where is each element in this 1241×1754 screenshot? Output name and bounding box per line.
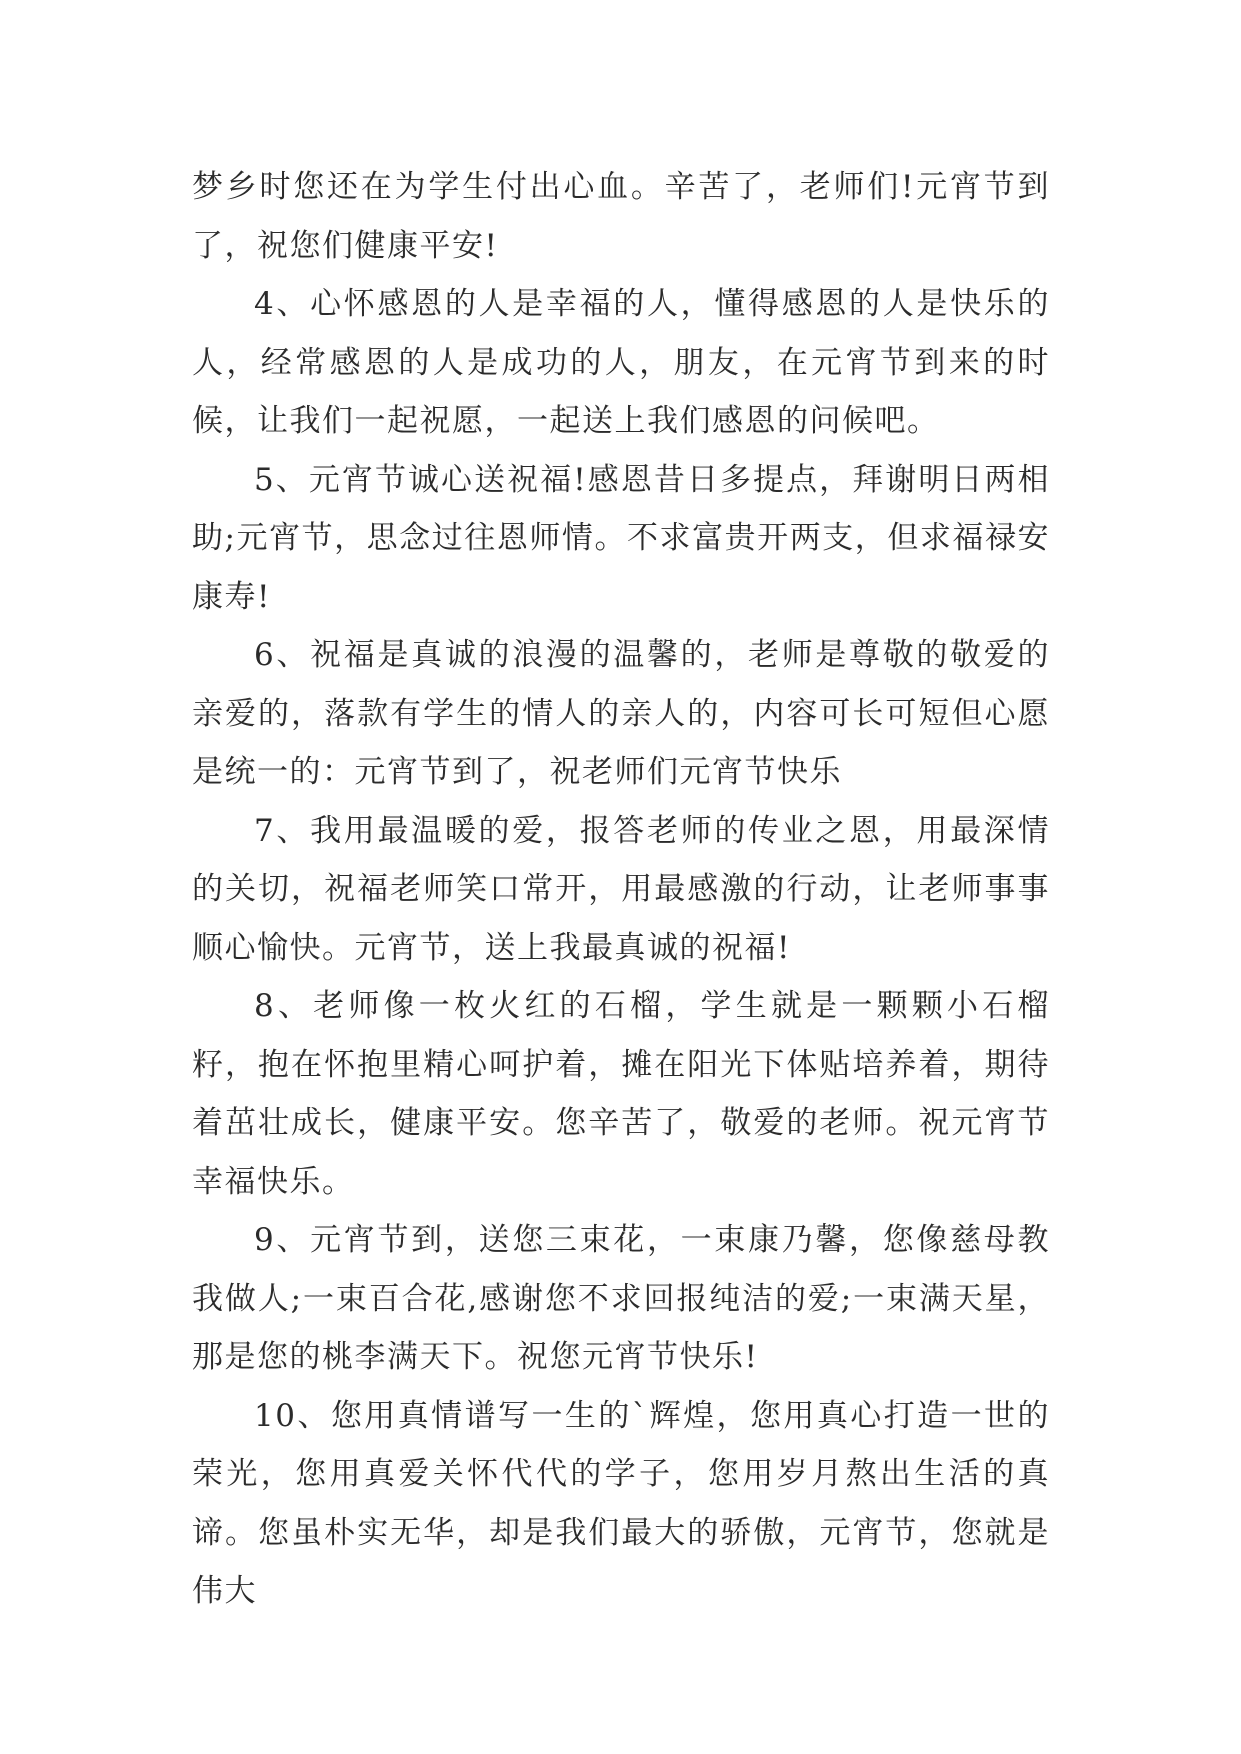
paragraph-item-4: 4、心怀感恩的人是幸福的人，懂得感恩的人是快乐的人，经常感恩的人是成功的人，朋友，在元宵节到来的时候，让我们一起祝愿，一起送上我们感恩的问候吧。 [192, 286, 1050, 439]
paragraph-item-6: 6、祝福是真诚的浪漫的温馨的，老师是尊敬的敬爱的亲爱的，落款有学生的情人的亲人的，内容可长可短但心愿是统一的：元宵节到了，祝老师们元宵节快乐 [192, 637, 1050, 790]
document-body [192, 158, 1050, 1621]
paragraph-item-9: 9、元宵节到，送您三束花，一束康乃馨，您像慈母教我做人;一束百合花,感谢您不求回报纯洁的爱;一束满天星，那是您的桃李满天下。祝您元宵节快乐! [192, 1222, 1050, 1375]
paragraph-item-10: 10、您用真情谱写一生的`辉煌，您用真心打造一世的荣光，您用真爱关怀代代的学子，您用岁月熬出生活的真谛。您虽朴实无华，却是我们最大的骄傲，元宵节，您就是伟大 [192, 1397, 1050, 1609]
paragraph-item-5: 5、元宵节诚心送祝福!感恩昔日多提点，拜谢明日两相助;元宵节，思念过往恩师情。不求富贵开两支，但求福禄安康寿! [192, 461, 1050, 615]
paragraph-continued: 梦乡时您还在为学生付出心血。辛苦了，老师们!元宵节到了，祝您们健康平安! [192, 169, 1050, 264]
paragraph-item-8: 8、老师像一枚火红的石榴，学生就是一颗颗小石榴籽，抱在怀抱里精心呵护着，摊在阳光下体贴培养着，期待着茁壮成长，健康平安。您辛苦了，敬爱的老师。祝元宵节幸福快乐。 [192, 988, 1050, 1200]
paragraph-item-7: 7、我用最温暖的爱，报答老师的传业之恩，用最深情的关切，祝福老师笑口常开，用最感激的行动，让老师事事顺心愉快。元宵节，送上我最真诚的祝福! [192, 812, 1050, 966]
